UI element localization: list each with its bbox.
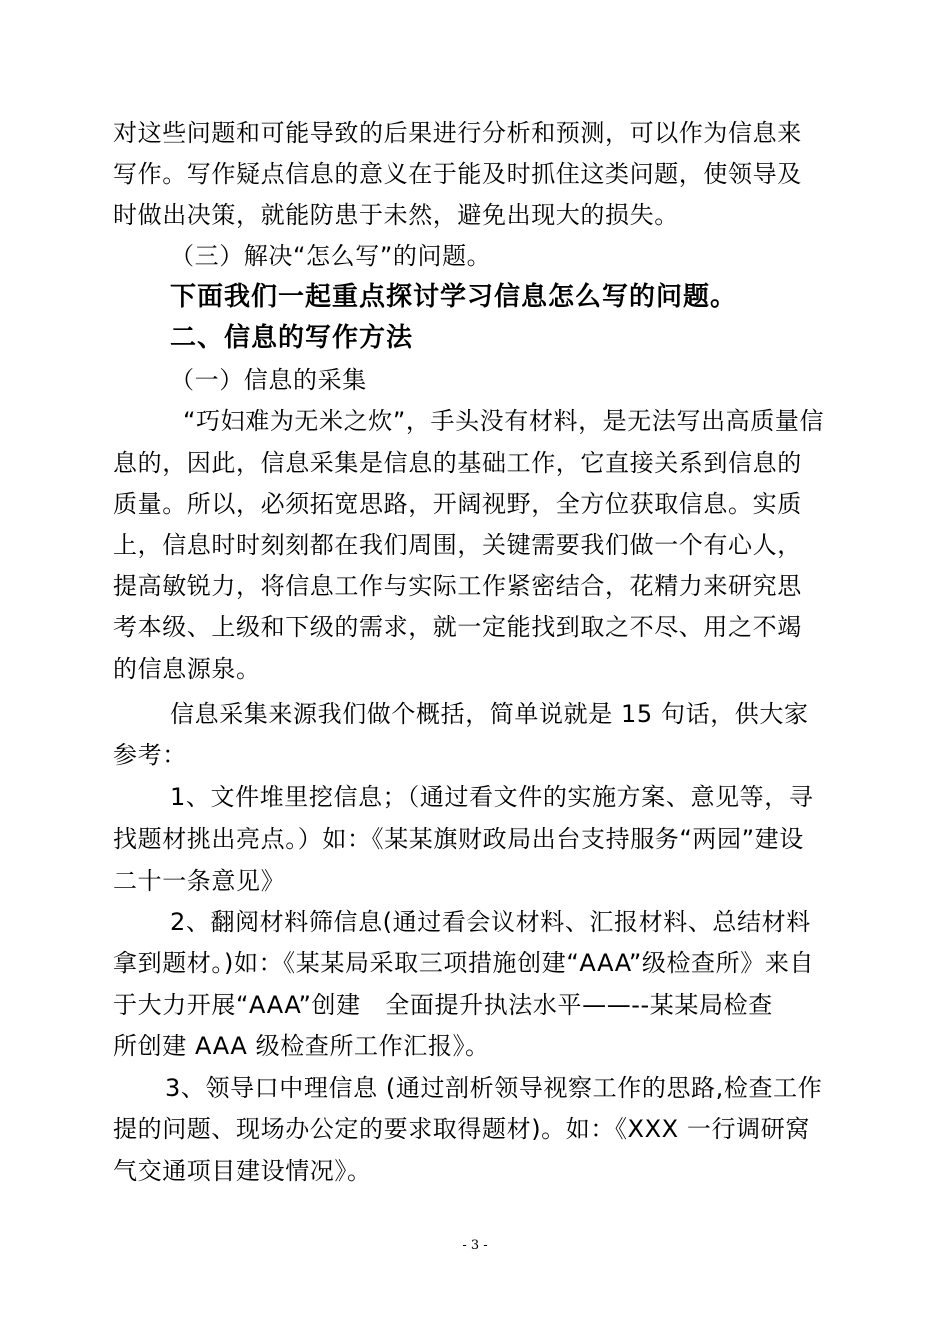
body-text-line: 息的，因此，信息采集是信息的基础工作，它直接关系到信息的	[113, 449, 802, 477]
list-item-line: 2、翻阅材料筛信息(通过看会议材料、汇报材料、总结材料	[170, 908, 811, 936]
list-item-line: 二十一条意见》	[113, 867, 286, 895]
subsection-heading: （三）解决“怎么写”的问题。	[170, 242, 492, 270]
list-item-line: 于大力开展“AAA”创建 全面提升执法水平——--某某局检查	[113, 991, 773, 1019]
body-text-line: 对这些问题和可能导致的后果进行分析和预测，可以作为信息来	[113, 119, 802, 147]
body-text-line: 考本级、上级和下级的需求，就一定能找到取之不尽、用之不竭	[113, 613, 802, 641]
list-item-line: 提的问题、现场办公定的要求取得题材)。如：《XXX 一行调研窝	[113, 1115, 810, 1143]
subsection-heading: （一）信息的采集	[170, 366, 367, 394]
bold-lead-sentence: 下面我们一起重点探讨学习信息怎么写的问题。	[170, 282, 738, 312]
list-item-line: 所创建 AAA 级检查所工作汇报》。	[113, 1032, 490, 1060]
body-text-line: 参考：	[113, 741, 187, 769]
list-item-line: 拿到题材。)如：《某某局采取三项措施创建“AAA”级检查所》来自	[113, 949, 815, 977]
body-text-line: 写作。写作疑点信息的意义在于能及时抓住这类问题，使领导及	[113, 160, 802, 188]
body-text-line: 上，信息时时刻刻都在我们周围，关键需要我们做一个有心人，	[113, 531, 802, 559]
body-text-line: “巧妇难为无米之炊”，手头没有材料，是无法写出高质量信	[183, 407, 825, 435]
body-text-line: 时做出决策，就能防患于未然，避免出现大的损失。	[113, 201, 679, 229]
list-item-line: 3、领导口中理信息 (通过剖析领导视察工作的思路,检查工作	[165, 1074, 823, 1102]
body-text-line: 提高敏锐力，将信息工作与实际工作紧密结合，花精力来研究思	[113, 572, 802, 600]
list-item-line: 1、文件堆里挖信息；（通过看文件的实施方案、意见等，寻	[170, 783, 814, 811]
body-text-line: 的信息源泉。	[113, 655, 261, 683]
list-item-line: 气交通项目建设情况》。	[113, 1157, 372, 1185]
list-item-line: 找题材挑出亮点。）如：《某某旗财政局出台支持服务“两园”建设	[113, 825, 804, 853]
page-number: - 3 -	[462, 1238, 488, 1253]
section-heading: 二、信息的写作方法	[170, 323, 414, 353]
body-text-line: 信息采集来源我们做个概括，简单说就是 15 句话，供大家	[170, 700, 809, 728]
body-text-line: 质量。所以，必须拓宽思路，开阔视野，全方位获取信息。实质	[113, 490, 802, 518]
